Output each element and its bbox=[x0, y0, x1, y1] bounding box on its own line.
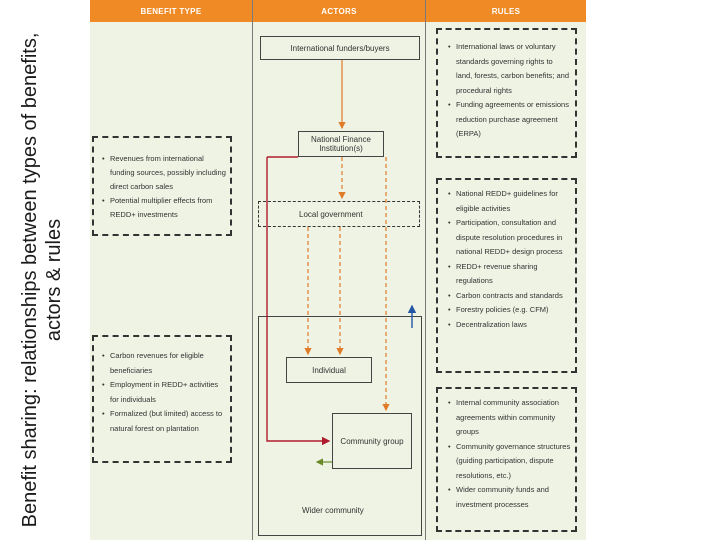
actors-header: ACTORS bbox=[253, 0, 425, 22]
arrows-to-individual bbox=[308, 227, 340, 354]
actor-individual: Individual bbox=[286, 357, 372, 383]
actor-local-government: Local government bbox=[299, 210, 363, 219]
community-rule-item: • Internal community association agreements within community groups bbox=[448, 396, 571, 440]
international-rule-item: • International laws or voluntary standards governing rights to land, forests, carbon benefits; and procedural rights bbox=[448, 40, 571, 98]
slide-title-area bbox=[0, 0, 84, 540]
actor-international-funders: International funders/buyers bbox=[260, 36, 420, 60]
national-rule-item: • REDD+ revenue sharing regulations bbox=[448, 260, 571, 289]
national-benefit-item: • Revenues from international funding sources, possibly including direct carbon sales bbox=[102, 152, 226, 194]
community-rule-item: • Community governance structures (guiding participation, dispute resolutions, etc.) bbox=[448, 440, 571, 484]
actor-community-group: Community group bbox=[332, 413, 412, 469]
benefit-sharing-diagram bbox=[90, 0, 586, 540]
rules-header: RULES bbox=[426, 0, 586, 22]
flow-arrows bbox=[90, 0, 586, 540]
national-rule-item: • Participation, consultation and dispute resolution procedures in national REDD+ design process bbox=[448, 216, 571, 260]
national-rule-item: • National REDD+ guidelines for eligible activities bbox=[448, 187, 571, 216]
national-rule-item: • Decentralization laws bbox=[448, 318, 571, 333]
actor-national-finance: National Finance Institution(s) bbox=[298, 131, 384, 157]
local-benefit-item: • Formalized (but limited) access to natural forest on plantation bbox=[102, 407, 226, 436]
local-benefit-item: • Employment in REDD+ activities for individuals bbox=[102, 378, 226, 407]
benefit-type-header: BENEFIT TYPE bbox=[90, 0, 252, 22]
national-benefit-item: • Potential multiplier effects from REDD+ investments bbox=[102, 194, 226, 222]
community-rule-item: • Wider community funds and investment processes bbox=[448, 483, 571, 512]
slide-title: Benefit sharing: relationships between types of benefits, actors & rules bbox=[19, 32, 65, 528]
international-rule-item: • Funding agreements or emissions reduction purchase agreement (ERPA) bbox=[448, 98, 571, 142]
local-benefit-item: • Carbon revenues for eligible beneficiaries bbox=[102, 349, 226, 378]
national-rule-item: • Forestry policies (e.g. CFM) bbox=[448, 303, 571, 318]
actor-wider-community: Wider community bbox=[302, 506, 364, 515]
national-rule-item: • Carbon contracts and standards bbox=[448, 289, 571, 304]
arrow-red-flow bbox=[267, 157, 329, 441]
